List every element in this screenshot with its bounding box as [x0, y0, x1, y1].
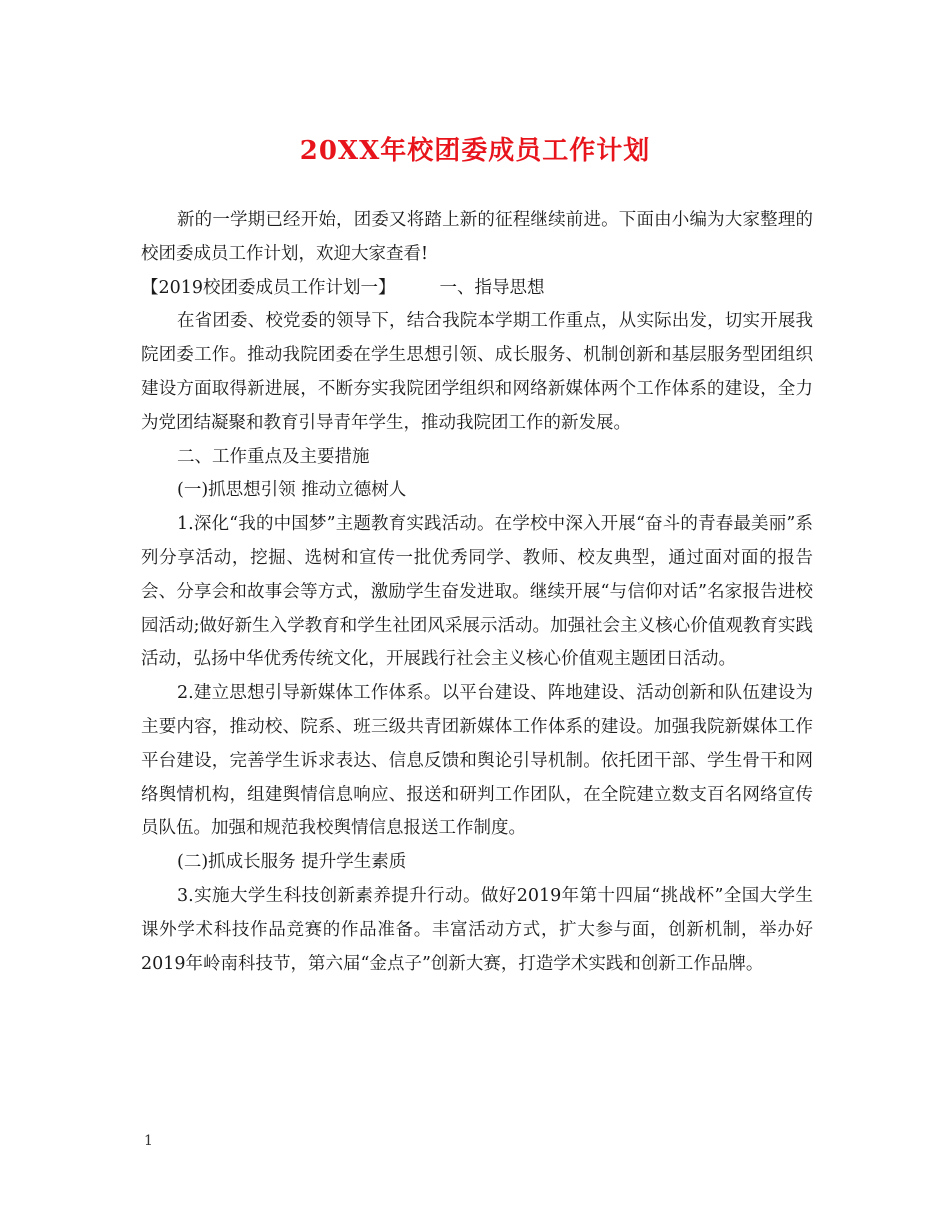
section1-heading: 一、指导思想: [439, 277, 545, 298]
page-number: 1: [144, 1133, 153, 1149]
item1-paragraph: 1.深化“我的中国梦”主题教育实践活动。在学校中深入开展“奋斗的青春最美丽”系列分享活动，挖掘、选树和宣传一批优秀同学、教师、校友典型，通过面对面的报告会、分享会和故事会等方式，激励学生奋发进取。继续开展“与信仰对话”名家报告进校园活动;做好新生入学教育和学生社团风采展示活动。加强社会主义核心价值观教育实践活动，弘扬中华优秀传统文化，开展践行社会主义核心价值观主题团日活动。: [141, 514, 813, 670]
item3-paragraph: 3.实施大学生科技创新素养提升行动。做好2019年第十四届“挑战杯”全国大学生课外学术科技作品竞赛的作品准备。丰富活动方式，扩大参与面，创新机制，举办好2019年岭南科技节，第六届“金点子”创新大赛，打造学术实践和创新工作品牌。: [141, 885, 813, 974]
item2-paragraph: 2.建立思想引导新媒体工作体系。以平台建设、阵地建设、活动创新和队伍建设为主要内容，推动校、院系、班三级共青团新媒体工作体系的建设。加强我院新媒体工作平台建设，完善学生诉求表达、信息反馈和舆论引导机制。依托团干部、学生骨干和网络舆情机构，组建舆情信息响应、报送和研判工作团队，在全院建立数支百名网络宣传员队伍。加强和规范我校舆情信息报送工作制度。: [141, 683, 813, 839]
subsection1-heading: (一)抓思想引领 推动立德树人: [177, 480, 407, 501]
plan-label-line: [141, 272, 813, 306]
document-body: [141, 204, 813, 981]
section1-paragraph: 在省团委、校党委的领导下，结合我院本学期工作重点，从实际出发，切实开展我院团委工作。推动我院团委在学生思想引领、成长服务、机制创新和基层服务型团组织建设方面取得新进展，不断夯实我院团学组织和网络新媒体两个工作体系的建设，全力为党团结凝聚和教育引导青年学生，推动我院团工作的新发展。: [141, 311, 813, 433]
subsection2-heading: (二)抓成长服务 提升学生素质: [177, 852, 407, 873]
document-title: 20XX年校团委成员工作计划: [299, 136, 651, 166]
section2-heading: 二、工作重点及主要措施: [177, 446, 370, 467]
plan-label: 【2019校团委成员工作计划一】: [141, 277, 396, 298]
intro-paragraph: 新的一学期已经开始，团委又将踏上新的征程继续前进。下面由小编为大家整理的校团委成员工作计划，欢迎大家查看!: [141, 210, 813, 264]
